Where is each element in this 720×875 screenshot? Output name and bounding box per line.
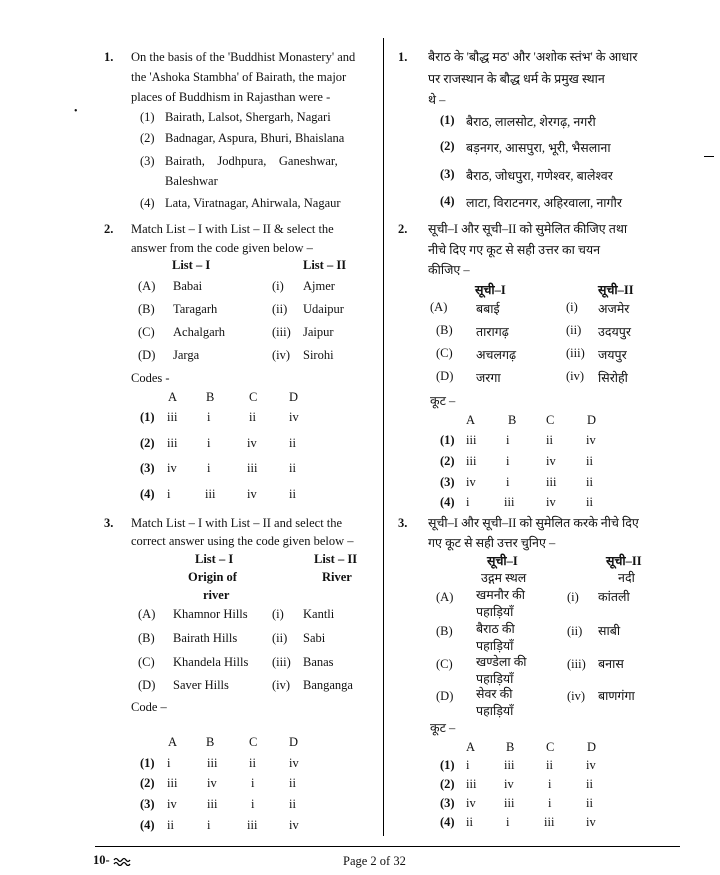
q3-hi-list1-sub: उद्गम स्थल <box>481 571 527 585</box>
q1-hi-opt1-label: (1) <box>440 113 455 127</box>
row-match: अजमेर <box>598 302 630 316</box>
q1-hi-opt2-label: (2) <box>440 139 455 153</box>
row-roman: (ii) <box>567 624 583 638</box>
row-item: सेवर की <box>476 687 513 701</box>
footer-code <box>93 853 131 868</box>
q3-en-line-2: correct answer using the code given below – <box>131 534 354 548</box>
code-d: ii <box>586 777 593 791</box>
row-label: (A) <box>436 590 454 604</box>
code-b: iii <box>207 797 218 811</box>
code-b: i <box>207 436 211 450</box>
code-a: iv <box>466 475 476 489</box>
code-a: iii <box>466 777 477 791</box>
column-divider <box>383 38 384 836</box>
row-label: (B) <box>138 302 155 316</box>
page-number: Page 2 of 32 <box>343 854 406 868</box>
code-option: (4) <box>140 818 155 832</box>
code-a: ii <box>167 818 174 832</box>
row-roman: (i) <box>567 590 579 604</box>
code-c: iv <box>546 454 556 468</box>
row-item: अचलगढ़ <box>476 348 517 362</box>
code-option: (4) <box>440 495 455 509</box>
code-head-c: C <box>249 735 258 749</box>
row-item: तारागढ़ <box>476 325 509 339</box>
q1-hi-line-1: बैराठ के 'बौद्ध मठ' और 'अशोक स्तंभ' के आधार <box>428 50 638 64</box>
margin-dot: • <box>74 106 78 117</box>
q1-en-opt3-text: Bairath, Jodhpura, Ganeshwar, <box>165 154 338 168</box>
row-match: साबी <box>598 624 621 638</box>
row-label: (B) <box>138 631 155 645</box>
code-d: ii <box>289 776 296 790</box>
code-head-b: B <box>508 413 517 427</box>
code-c: ii <box>249 756 256 770</box>
code-d: ii <box>289 436 296 450</box>
row-roman: (iii) <box>566 346 585 360</box>
row-label: (D) <box>436 369 454 383</box>
q1-en-opt3-cont: Baleshwar <box>165 174 218 188</box>
row-match: Banganga <box>303 678 353 692</box>
code-head-d: D <box>289 390 299 404</box>
code-b: iii <box>207 756 218 770</box>
q2-en-line-2: answer from the code given below – <box>131 241 313 255</box>
row-match: Udaipur <box>303 302 344 316</box>
code-c: iv <box>247 487 257 501</box>
q2-en-line-1: Match List – I with List – II & select the <box>131 222 334 236</box>
row-match: Sirohi <box>303 348 334 362</box>
row-item: Taragarh <box>173 302 218 316</box>
row-match: Ajmer <box>303 279 335 293</box>
code-option: (1) <box>440 758 455 772</box>
code-a: i <box>466 758 470 772</box>
q1-hi-opt3-text: बैराठ, जोधपुरा, गणेश्वर, बालेश्वर <box>466 169 613 183</box>
code-c: ii <box>546 758 553 772</box>
code-a: ii <box>466 815 473 829</box>
row-label: (C) <box>436 346 453 360</box>
code-option: (3) <box>140 797 155 811</box>
code-d: ii <box>289 461 296 475</box>
row-item: जरगा <box>476 371 501 385</box>
q3-en-codes-label: Code – <box>131 700 167 714</box>
wave-icon <box>113 856 131 866</box>
code-d: iv <box>586 758 596 772</box>
margin-mark <box>704 156 714 157</box>
code-option: (1) <box>140 756 155 770</box>
code-a: iv <box>167 461 177 475</box>
footer-rule <box>95 846 680 847</box>
q1-en-line-2: the 'Ashoka Stambha' of Bairath, the major <box>131 70 347 84</box>
code-b: iii <box>504 495 515 509</box>
row-roman: (iv) <box>272 678 291 692</box>
code-c: iii <box>544 815 555 829</box>
q2-hi-list2-head: सूची–II <box>598 283 634 297</box>
code-b: i <box>207 818 211 832</box>
code-a: iii <box>466 433 477 447</box>
row-match: उदयपुर <box>598 325 631 339</box>
q2-hi-line-1: सूची–I और सूची–II को सुमेलित कीजिए तथा <box>428 222 628 236</box>
row-match: Kantli <box>303 607 335 621</box>
code-a: i <box>167 487 171 501</box>
row-label: (B) <box>436 323 453 337</box>
q3-hi-list2-head: सूची–II <box>606 554 642 568</box>
footer-code-text: 10- <box>93 853 110 867</box>
q2-en-number: 2. <box>104 222 114 236</box>
code-b: iii <box>205 487 216 501</box>
code-a: iii <box>466 454 477 468</box>
code-b: i <box>506 815 510 829</box>
code-head-a: A <box>168 735 178 749</box>
code-d: iv <box>289 756 299 770</box>
code-head-b: B <box>206 390 215 404</box>
row-match: Sabi <box>303 631 326 645</box>
row-item: Bairath Hills <box>173 631 238 645</box>
q1-en-opt1-label: (1) <box>140 110 155 124</box>
row-roman: (iv) <box>567 689 586 703</box>
row-item-cont: पहाड़ियाँ <box>476 704 514 718</box>
q3-en-number: 3. <box>104 516 114 530</box>
q3-en-list1-sub: Origin of <box>188 570 237 584</box>
code-b: i <box>506 454 510 468</box>
row-roman: (iii) <box>272 655 291 669</box>
q1-en-line-1: On the basis of the 'Buddhist Monastery' and <box>131 50 356 64</box>
q1-en-opt2-text: Badnagar, Aspura, Bhuri, Bhaislana <box>165 131 345 145</box>
code-b: i <box>207 410 211 424</box>
q1-en-opt4-label: (4) <box>140 196 155 210</box>
row-item: Jarga <box>173 348 200 362</box>
q1-hi-line-3: थे – <box>428 93 446 107</box>
row-item: Babai <box>173 279 203 293</box>
q1-hi-number: 1. <box>398 50 408 64</box>
row-roman: (ii) <box>566 323 582 337</box>
code-option: (3) <box>440 475 455 489</box>
code-option: (1) <box>140 410 155 424</box>
row-item: खमनौर की <box>476 588 525 602</box>
code-c: i <box>251 797 255 811</box>
q3-hi-list1-head: सूची–I <box>487 554 518 568</box>
code-a: iii <box>167 436 178 450</box>
q1-hi-opt3-label: (3) <box>440 167 455 181</box>
code-c: i <box>548 796 552 810</box>
row-match: बाणगंगा <box>598 689 635 703</box>
code-a: iv <box>466 796 476 810</box>
code-d: ii <box>586 495 593 509</box>
code-head-c: C <box>546 740 555 754</box>
row-match: Jaipur <box>303 325 334 339</box>
code-d: iv <box>289 818 299 832</box>
code-option: (2) <box>140 436 155 450</box>
code-option: (3) <box>440 796 455 810</box>
code-c: iii <box>247 461 258 475</box>
q2-en-codes-label: Codes - <box>131 371 170 385</box>
q3-en-list1-head: List – I <box>195 552 234 566</box>
q1-hi-opt1-text: बैराठ, लालसोट, शेरगढ़, नगरी <box>466 115 596 129</box>
q1-en-opt3-label: (3) <box>140 154 155 168</box>
code-a: iii <box>167 410 178 424</box>
row-label: (C) <box>138 325 155 339</box>
row-label: (A) <box>138 279 156 293</box>
q3-en-line-1: Match List – I with List – II and select the <box>131 516 343 530</box>
code-b: i <box>506 433 510 447</box>
q2-hi-line-2: नीचे दिए गए कूट से सही उत्तर का चयन <box>428 243 601 257</box>
row-item-cont: पहाड़ियाँ <box>476 605 514 619</box>
row-label: (D) <box>436 689 454 703</box>
code-b: iv <box>504 777 514 791</box>
code-a: iii <box>167 776 178 790</box>
code-a: i <box>466 495 470 509</box>
code-d: iv <box>289 410 299 424</box>
row-roman: (iv) <box>566 369 585 383</box>
row-roman: (i) <box>272 607 284 621</box>
q3-en-list2-sub: River <box>322 570 352 584</box>
row-roman: (ii) <box>272 302 288 316</box>
q3-en-list1-sub2: river <box>203 588 230 602</box>
code-c: ii <box>546 433 553 447</box>
q1-en-number: 1. <box>104 50 114 64</box>
code-head-d: D <box>289 735 299 749</box>
code-head-d: D <box>587 413 597 427</box>
q2-hi-number: 2. <box>398 222 408 236</box>
code-c: ii <box>249 410 256 424</box>
row-label: (D) <box>138 348 156 362</box>
code-b: i <box>506 475 510 489</box>
code-head-b: B <box>506 740 515 754</box>
row-label: (A) <box>138 607 156 621</box>
q3-hi-codes-label: कूट – <box>430 721 456 735</box>
q2-hi-line-3: कीजिए – <box>428 263 470 277</box>
row-item-cont: पहाड़ियाँ <box>476 672 514 686</box>
row-roman: (ii) <box>272 631 288 645</box>
row-label: (C) <box>138 655 155 669</box>
code-a: i <box>167 756 171 770</box>
q1-en-opt1-text: Bairath, Lalsot, Shergarh, Nagari <box>165 110 331 124</box>
q1-en-line-3: places of Buddhism in Rajasthan were - <box>131 90 331 104</box>
row-item: Khandela Hills <box>173 655 249 669</box>
code-option: (1) <box>440 433 455 447</box>
code-d: iv <box>586 815 596 829</box>
row-roman: (iv) <box>272 348 291 362</box>
code-option: (4) <box>440 815 455 829</box>
code-c: iv <box>546 495 556 509</box>
q2-en-list1-head: List – I <box>172 258 211 272</box>
code-d: ii <box>289 797 296 811</box>
code-head-c: C <box>249 390 258 404</box>
row-item: बबाई <box>476 302 500 316</box>
q1-hi-line-2: पर राजस्थान के बौद्ध धर्म के प्रमुख स्थान <box>428 72 605 86</box>
q2-en-list2-head: List – II <box>303 258 347 272</box>
code-head-a: A <box>168 390 178 404</box>
q1-hi-opt2-text: बड़नगर, आसपुरा, भूरी, भैसलाना <box>466 141 611 155</box>
row-label: (A) <box>430 300 448 314</box>
code-d: iv <box>586 433 596 447</box>
code-c: iii <box>546 475 557 489</box>
row-match: Banas <box>303 655 334 669</box>
q3-en-list2-head: List – II <box>314 552 358 566</box>
code-option: (2) <box>440 777 455 791</box>
code-b: i <box>207 461 211 475</box>
q3-hi-line-2: गए कूट से सही उत्तर चुनिए – <box>428 536 556 550</box>
code-a: iv <box>167 797 177 811</box>
code-head-a: A <box>466 740 476 754</box>
code-option: (4) <box>140 487 155 501</box>
row-roman: (i) <box>566 300 578 314</box>
row-item: बैराठ की <box>476 622 515 636</box>
row-item: Khamnor Hills <box>173 607 248 621</box>
q1-en-opt4-text: Lata, Viratnagar, Ahirwala, Nagaur <box>165 196 341 210</box>
code-option: (2) <box>440 454 455 468</box>
q1-hi-opt4-text: लाटा, विराटनगर, अहिरवाला, नागौर <box>466 196 622 210</box>
code-d: ii <box>289 487 296 501</box>
row-roman: (i) <box>272 279 284 293</box>
code-c: iv <box>247 436 257 450</box>
code-d: ii <box>586 475 593 489</box>
row-label: (B) <box>436 624 453 638</box>
row-label: (D) <box>138 678 156 692</box>
q3-hi-number: 3. <box>398 516 408 530</box>
code-d: ii <box>586 796 593 810</box>
q2-hi-list1-head: सूची–I <box>475 283 506 297</box>
code-b: iv <box>207 776 217 790</box>
code-head-a: A <box>466 413 476 427</box>
row-item: Saver Hills <box>173 678 229 692</box>
row-match: बनास <box>598 657 624 671</box>
q2-hi-codes-label: कूट – <box>430 394 456 408</box>
code-option: (2) <box>140 776 155 790</box>
code-head-d: D <box>587 740 597 754</box>
row-item-cont: पहाड़ियाँ <box>476 639 514 653</box>
row-match: कांतली <box>598 590 630 604</box>
q1-hi-opt4-label: (4) <box>440 194 455 208</box>
row-match: सिरोही <box>598 371 628 385</box>
row-item: Achalgarh <box>173 325 226 339</box>
code-option: (3) <box>140 461 155 475</box>
code-b: iii <box>504 758 515 772</box>
code-c: iii <box>247 818 258 832</box>
row-roman: (iii) <box>567 657 586 671</box>
row-roman: (iii) <box>272 325 291 339</box>
code-c: i <box>251 776 255 790</box>
q3-hi-list2-sub: नदी <box>618 571 635 585</box>
code-c: i <box>548 777 552 791</box>
row-match: जयपुर <box>598 348 627 362</box>
q1-en-opt2-label: (2) <box>140 131 155 145</box>
row-item: खण्डेला की <box>476 655 527 669</box>
code-head-c: C <box>546 413 555 427</box>
code-b: iii <box>504 796 515 810</box>
code-head-b: B <box>206 735 215 749</box>
row-label: (C) <box>436 657 453 671</box>
code-d: ii <box>586 454 593 468</box>
q3-hi-line-1: सूची–I और सूची–II को सुमेलित करके नीचे दिए <box>428 516 639 530</box>
